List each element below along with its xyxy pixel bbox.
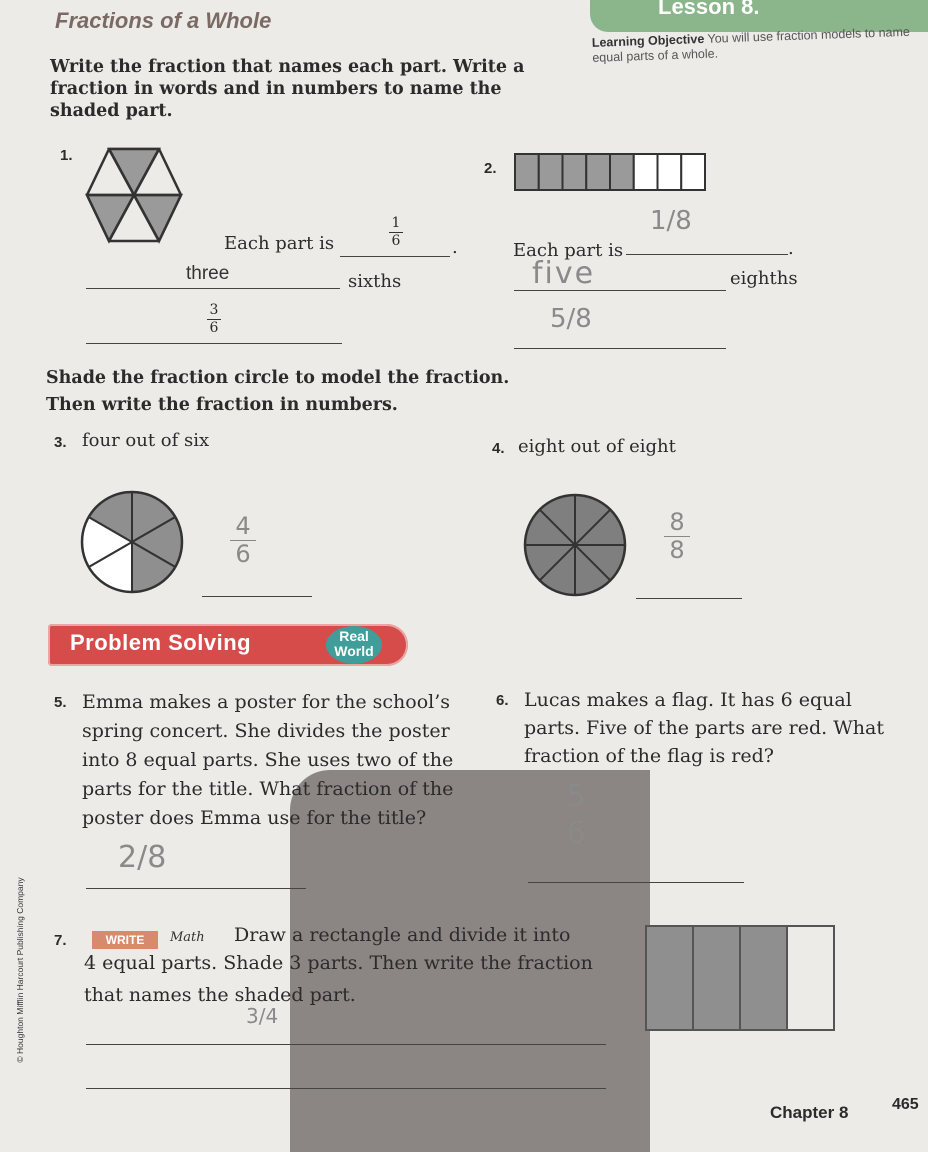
hexagon-shaded-part-1 — [109, 149, 159, 195]
q1-words-suffix: sixths — [348, 271, 402, 292]
q1-period: . — [452, 237, 458, 258]
q6-number: 6. — [496, 692, 509, 709]
q4-answer-num: 8 — [669, 508, 685, 536]
q1-each-part-line — [340, 256, 450, 257]
q4-number: 4. — [492, 440, 505, 457]
q2-number: 2. — [484, 160, 497, 177]
q7-line-2: 4 equal parts. Shade 3 parts. Then write the fraction — [84, 952, 593, 974]
q1-number: 1. — [60, 147, 73, 164]
q1-each-part-fraction — [386, 216, 406, 249]
hexagon-shaded-part-3 — [87, 195, 134, 241]
q1-words-answer: three — [186, 263, 230, 284]
shade-instruction-1: Shade the fraction circle to model the fraction. — [46, 368, 510, 388]
badge-line-1: Real — [339, 628, 369, 644]
page-number: 465 — [892, 1096, 919, 1113]
hexagon-shaded-part-2 — [134, 195, 181, 241]
q2-numbers-line — [514, 348, 726, 349]
q2-numbers-answer: 5/8 — [550, 304, 592, 334]
q2-period: . — [788, 238, 794, 259]
shade-instruction-2: Then write the fraction in numbers. — [46, 395, 398, 415]
q1-each-part-num: 1 — [391, 215, 401, 231]
q5-line-5: poster does Emma use for the title? — [82, 807, 427, 829]
q1-numbers-line — [86, 343, 342, 344]
q1-numbers-num: 3 — [209, 302, 219, 318]
real-world-badge — [326, 626, 382, 664]
q1-numbers-fraction — [204, 303, 224, 336]
write-tag: WRITE — [92, 931, 158, 949]
q3-answer-den: 6 — [235, 540, 251, 568]
q6-line-1: Lucas makes a flag. It has 6 equal — [524, 689, 852, 711]
q2-words-answer: five — [532, 256, 596, 291]
problem-solving-label: Problem Solving — [70, 630, 252, 655]
q4-fraction-circle — [522, 492, 628, 598]
q1-numbers-den: 6 — [209, 320, 219, 336]
q5-number: 5. — [54, 694, 67, 711]
q5-question — [82, 688, 453, 833]
math-tag: Math — [170, 930, 205, 945]
q5-line-2: spring concert. She divides the poster — [82, 720, 450, 742]
q4-answer-den: 8 — [669, 536, 685, 564]
q6-question — [524, 686, 884, 770]
q3-answer-num: 4 — [235, 512, 251, 540]
q4-text: eight out of eight — [518, 436, 676, 457]
q3-fraction-circle — [80, 490, 184, 594]
q3-answer-line — [202, 596, 312, 597]
q6-answer-line — [528, 882, 744, 883]
q2-each-part-answer: 1/8 — [650, 206, 692, 236]
q5-line-1: Emma makes a poster for the school’s — [82, 691, 451, 713]
q2-rectangle-strip — [514, 152, 708, 192]
q4-answer — [660, 510, 694, 563]
q4-answer-line — [636, 598, 742, 599]
q2-words-suffix: eighths — [730, 268, 798, 289]
q7-number: 7. — [54, 932, 67, 949]
q3-number: 3. — [54, 434, 67, 451]
q5-line-3: into 8 equal parts. She uses two of the — [82, 749, 454, 771]
badge-line-2: World — [334, 643, 374, 659]
q1-each-part-label: Each part is — [224, 233, 335, 254]
q1-words-line — [86, 288, 340, 289]
q2-each-part-label: Each part is — [513, 240, 624, 261]
intro-instruction: Write the fraction that names each part. Write a fraction in words and in numbers to name the shaded part. — [50, 57, 525, 121]
q7-drawn-rectangle — [640, 918, 840, 1036]
q7-answer: 3/4 — [246, 1004, 279, 1028]
objective-label: Learning Objective — [591, 31, 705, 50]
q5-line-4: parts for the title. What fraction of the — [82, 778, 454, 800]
page-title: Fractions of a Whole — [55, 8, 272, 33]
q6-answer — [558, 780, 594, 851]
q5-answer: 2/8 — [118, 840, 167, 875]
q6-answer-num: 5 — [566, 779, 586, 814]
q2-each-part-line — [626, 254, 788, 255]
q5-answer-line — [86, 888, 306, 889]
q6-answer-den: 6 — [566, 816, 586, 851]
q3-answer — [226, 514, 260, 567]
q1-hexagon — [84, 146, 184, 244]
chapter-label: Chapter 8 — [770, 1103, 849, 1122]
q7-line-1: Draw a rectangle and divide it into — [234, 924, 571, 946]
objective-text: You will use fraction models to name equal parts of a whole. — [592, 24, 911, 65]
q6-line-3: fraction of the flag is red? — [524, 745, 774, 767]
q1-each-part-den: 6 — [391, 233, 401, 249]
q7-answer-line-1 — [86, 1044, 606, 1045]
q3-text: four out of six — [82, 430, 210, 451]
lesson-label: Lesson 8. — [658, 0, 760, 19]
q6-line-2: parts. Five of the parts are red. What — [524, 717, 884, 739]
problem-solving-banner — [48, 624, 408, 666]
q7-answer-line-2 — [86, 1088, 606, 1089]
publisher-credit: © Houghton Mifflin Harcourt Publishing Company — [15, 877, 25, 1063]
q7-line-3: that names the shaded part. — [84, 984, 356, 1006]
